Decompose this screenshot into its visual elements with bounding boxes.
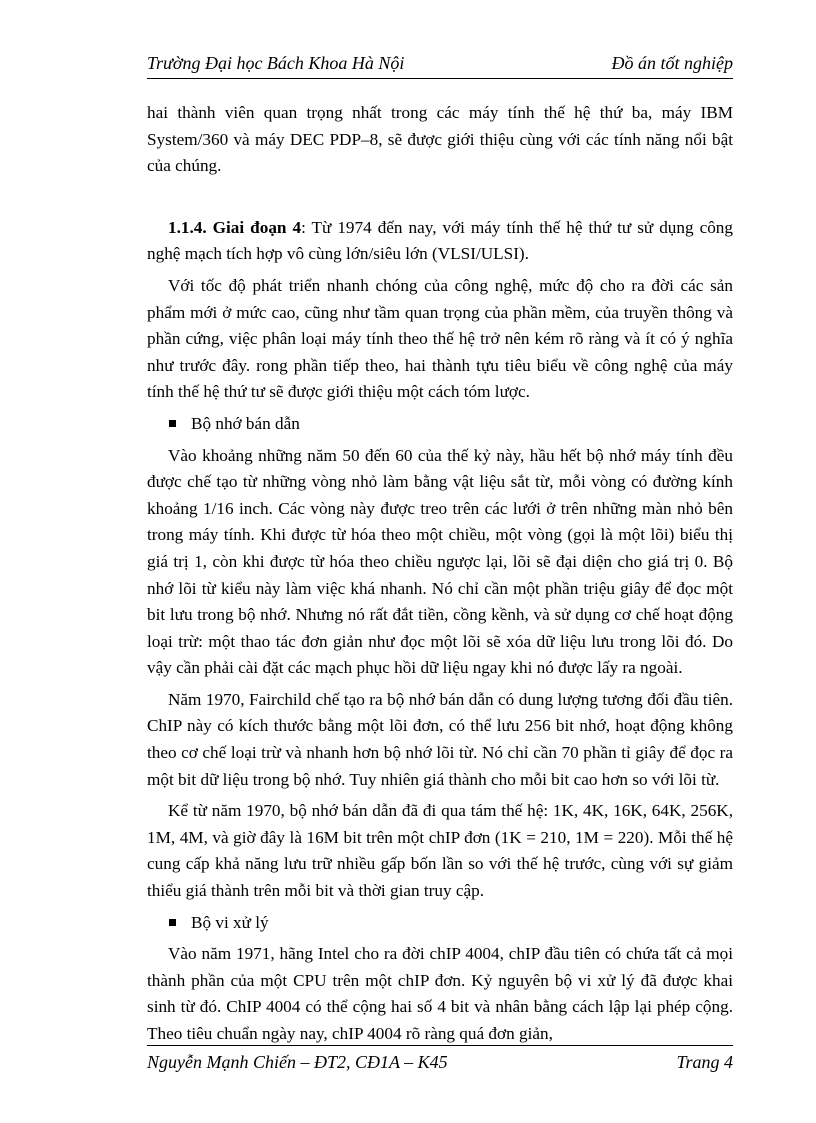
- bullet-label: Bộ nhớ bán dẫn: [191, 413, 300, 433]
- section-heading: 1.1.4. Giai đoạn 4: [168, 217, 302, 237]
- footer-author: Nguyễn Mạnh Chiến – ĐT2, CĐ1A – K45: [147, 1052, 448, 1072]
- paragraph-intel-4004: Vào năm 1971, hãng Intel cho ra đời chIP 4004, chIP đầu tiên có chứa tất cả mọi thành phần của một CPU trên một chIP đơn. Kỷ nguyên bộ vi xử lý đã được khai sinh từ đó. ChIP 4004 có thể cộng hai số 4 bit và nhân bằng cách lập lại phép cộng. Theo tiêu chuẩn ngày nay, chIP 4004 rõ ràng quá đơn giản,: [147, 944, 733, 1043]
- header-school: Trường Đại học Bách Khoa Hà Nội: [147, 53, 405, 73]
- bullet-label: Bộ vi xử lý: [191, 912, 269, 932]
- section-1-1-4: [147, 215, 733, 268]
- section-heading-text: : Từ 1974 đến nay, với máy tính thế hệ thứ tư sử dụng công nghệ mạch tích hợp vô cùng lớn/siêu lớn (VLSI/ULSI).: [147, 217, 733, 264]
- page-header: [147, 50, 733, 79]
- square-bullet-icon: [169, 420, 176, 427]
- page-body: [147, 100, 733, 1048]
- page-number: Trang 4: [676, 1052, 733, 1072]
- paragraph-fairchild: Năm 1970, Fairchild chế tạo ra bộ nhớ bán dẫn có dung lượng tương đối đầu tiên. ChIP này có kích thước bằng một lõi đơn, có thể lưu 256 bit nhớ, hoạt động không theo cơ chế loại trừ và nhanh hơn bộ nhớ lõi từ. Nó chỉ cần 70 phần tỉ giây để đọc ra một bit dữ liệu trong bộ nhớ. Tuy nhiên giá thành cho mỗi bit cao hơn so với lõi từ.: [147, 689, 733, 789]
- header-doc-type: Đồ án tốt nghiệp: [611, 53, 733, 73]
- paragraph-generations: Kể từ năm 1970, bộ nhớ bán dẫn đã đi qua tám thế hệ: 1K, 4K, 16K, 64K, 256K, 1M, 4M, và giờ đây là 16M bit trên một chIP đơn (1K = 210, 1M = 220). Mỗi thế hệ cung cấp khả năng lưu trữ nhiều gấp bốn lần so với thế hệ trước, cùng với sự giảm thiểu giá thành trên mỗi bit và thời gian truy cập.: [147, 801, 733, 901]
- paragraph-overview: Với tốc độ phát triển nhanh chóng của công nghệ, mức độ cho ra đời các sản phẩm mới ở mức cao, cũng như tầm quan trọng của phần mềm, của truyền thông và phần cứng, việc phân loại máy tính theo thế hệ trở nên kém rõ ràng và ít có ý nghĩa như trước đây. rong phần tiếp theo, hai thành tựu tiêu biểu về công nghệ của máy tính thế hệ thứ tư sẽ được giới thiệu một cách tóm lược.: [147, 275, 733, 402]
- page-footer: [147, 1045, 733, 1074]
- paragraph-intro: hai thành viên quan trọng nhất trong các máy tính thế hệ thứ ba, máy IBM System/360 và máy DEC PDP–8, sẽ được giới thiệu cùng với các tính năng nổi bật của chúng.: [147, 103, 733, 176]
- bullet-microprocessor: [147, 910, 733, 937]
- square-bullet-icon: [169, 919, 176, 926]
- bullet-semiconductor-memory: [147, 411, 733, 438]
- paragraph-core-memory: Vào khoảng những năm 50 đến 60 của thế kỷ này, hầu hết bộ nhớ máy tính đều được chế tạo từ những vòng nhỏ làm bằng vật liệu sắt từ, mỗi vòng có đường kính khoảng 1/16 inch. Các vòng này được treo trên các lưới ở trên những màn nhỏ bên trong máy tính. Khi được từ hóa theo một chiều, một vòng (gọi là một lõi) biểu thị giá trị 1, còn khi được từ hóa theo chiều ngược lại, lõi sẽ đại diện cho giá trị 0. Bộ nhớ lõi từ kiểu này làm việc khá nhanh. Nó chỉ cần một phần triệu giây để đọc một bit lưu trong bộ nhớ. Nhưng nó rất đắt tiền, cồng kềnh, và sử dụng cơ chế hoạt động loại trừ: một thao tác đơn giản như đọc một lõi sẽ xóa dữ liệu lưu trong lõi đó. Do vậy cần phải cài đặt các mạch phục hồi dữ liệu ngay khi nó được lấy ra ngoài.: [147, 445, 733, 678]
